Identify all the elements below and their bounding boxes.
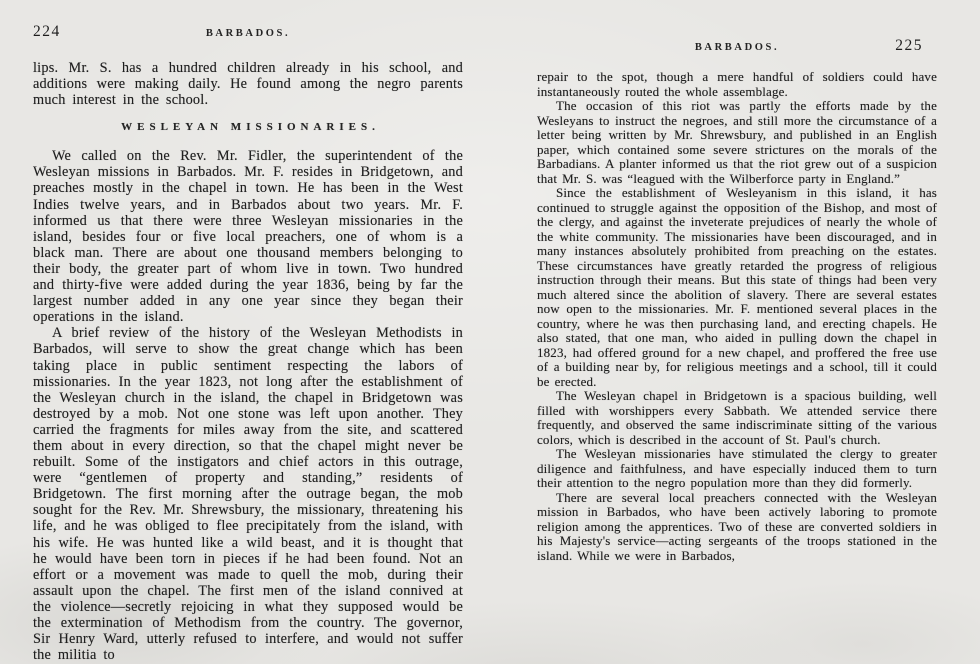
paragraph: lips. Mr. S. has a hundred children already in his school, and additions were making daily. He found among the negro parents much interest in the school. [33, 60, 463, 109]
running-title-right: BARBADOS. [694, 42, 780, 53]
page-number-left: 224 [33, 23, 61, 40]
paragraph: We called on the Rev. Mr. Fidler, the superintendent of the Wesleyan missions in Barbados. Mr. F. resides in Bridgetown, and preaches mostly in the chapel in town. He has been in the West Indies twelve years, and in Barbados about two years. Mr. F. informed us that there were three Wesleyan missionaries in the island, besides four or five local preachers, one of whom is a black man. There are about one thousand members belonging to their body, the greater part of whom live in town. Two hundred and thirty-five were added during the year 1836, being by far the largest number added in any one year since they began their operations in the island. [33, 148, 463, 326]
page-header-left [33, 23, 463, 42]
paragraph: repair to the spot, though a mere handful of soldiers could have instantaneously routed the whole assemblage. [537, 69, 937, 99]
page-number-right: 225 [895, 37, 923, 54]
paragraph: The occasion of this riot was partly the efforts made by the Wesleyans to instruct the negroes, and still more the circumstance of a letter being written by Mr. Shrewsbury, and published in an English paper, which contained some severe strictures on the morals of the Barbadians. A planter informed us that the riot grew out of a suspicion that Mr. S. was “leagued with the Wilberforce party in England.” [537, 98, 937, 186]
paragraph: The Wesleyan chapel in Bridgetown is a spacious building, well filled with worshippers every Sabbath. We attended service there frequently, and observed the same indiscriminate sitting of the various colors, which is described in the account of St. Paul's church. [537, 388, 937, 447]
page-right [537, 37, 937, 563]
paragraph: A brief review of the history of the Wesleyan Methodists in Barbados, will serve to show the great change which has been taking place in public sentiment respecting the labors of missionaries. In the year 1823, not long after the establishment of the Wesleyan church in the island, the chapel in Bridgetown was destroyed by a mob. Not one stone was left upon another. They carried the fragments for miles away from the site, and scattered them about in every direction, so that the chapel might never be rebuilt. Some of the instigators and chief actors in this outrage, were “gentlemen of property and standing,” residents of Bridgetown. The first morning after the outrage began, the mob sought for the Rev. Mr. Shrewsbury, the missionary, threatening his life, and he was obliged to flee precipitately from the island, with his wife. He was hunted like a wild beast, and it is thought that he would have been torn in pieces if he had been found. Not an effort or a movement was made to quell the mob, during their assault upon the chapel. The first men of the island connived at the violence—secretly rejoicing in what they supposed would be the extermination of Methodism from the country. The governor, Sir Henry Ward, utterly refused to interfere, and would not suffer the militia to [33, 325, 463, 664]
page-header-right [537, 37, 937, 56]
paragraph: Since the establishment of Wesleyanism in this island, it has continued to struggle against the opposition of the Bishop, and most of the clergy, and against the inveterate prejudices of nearly the whole of the white community. The missionaries have been discouraged, and in many instances absolutely prohibited from preaching on the estates. These circumstances have greatly retarded the progress of religious instruction through their means. But this state of things had been very much altered since the abolition of slavery. There are several estates now open to the missionaries. Mr. F. mentioned several places in the country, where he was then purchasing land, and erecting chapels. He also stated, that one man, who aided in pulling down the chapel in 1823, had offered ground for a new chapel, and proffered the free use of a building near by, for religious meetings and a school, till it could be erected. [537, 185, 937, 389]
page-left [33, 23, 463, 664]
paragraph: The Wesleyan missionaries have stimulated the clergy to greater diligence and faithfulness, and have especially induced them to turn their attention to the negro population more than they did formerly. [537, 446, 937, 490]
section-heading: WESLEYAN MISSIONARIES. [121, 121, 380, 134]
page-body-right [537, 70, 937, 563]
page-body-left [33, 60, 463, 663]
running-title-left: BARBADOS. [205, 28, 291, 39]
paragraph: There are several local preachers connected with the Wesleyan mission in Barbados, who have been actively laboring to promote religion among the apprentices. Two of these are converted soldiers in his Majesty's service—acting sergeants of the troops stationed in the island. While we were in Barbados, [537, 489, 937, 563]
